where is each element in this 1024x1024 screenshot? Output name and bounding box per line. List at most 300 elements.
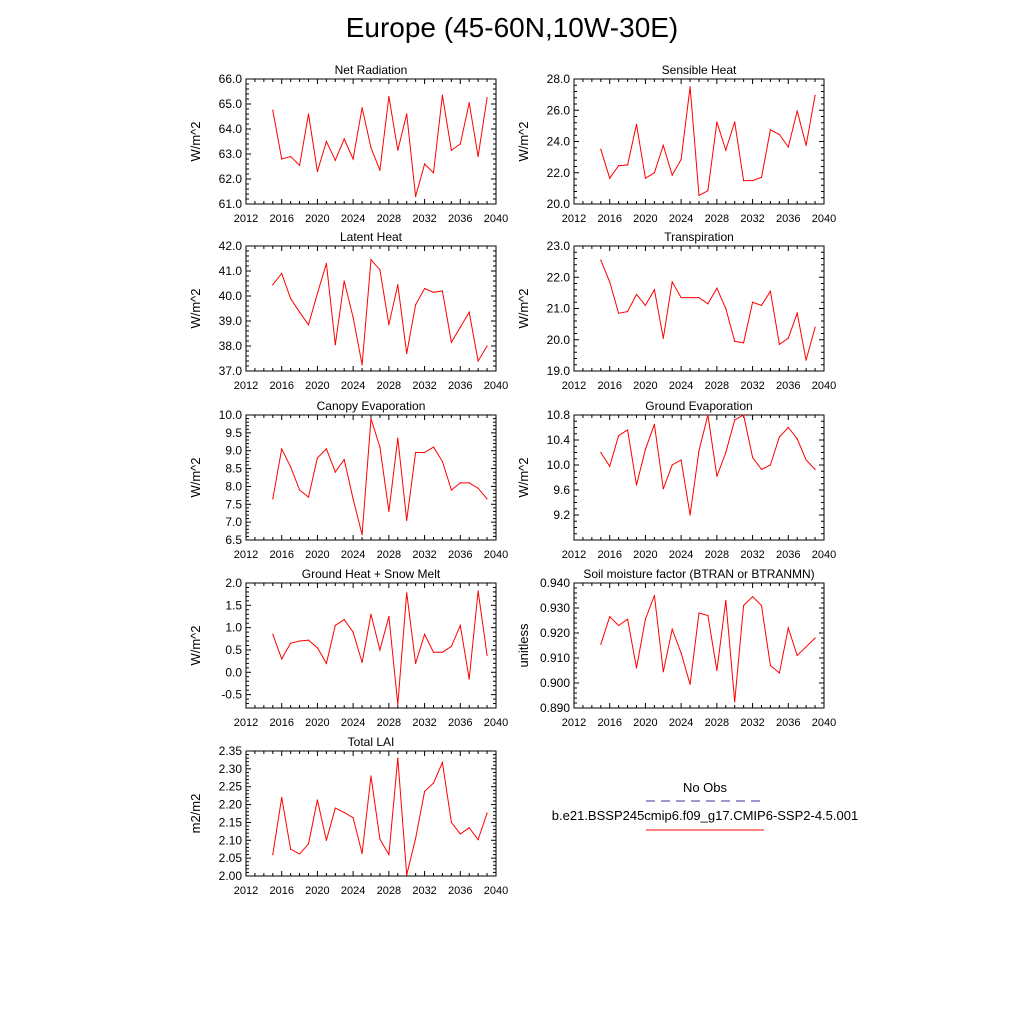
data-point [361,662,362,663]
data-point [797,438,798,439]
data-point [308,324,309,325]
data-point [272,634,273,635]
data-point [335,160,336,161]
data-point [344,280,345,281]
data-point [609,178,610,179]
data-point [424,288,425,289]
data-point [326,663,327,664]
plot-frame [246,79,496,204]
data-point [761,469,762,470]
data-point [299,165,300,166]
data-point [469,102,470,103]
x-tick-label: 2040 [811,717,837,729]
data-point [654,289,655,290]
data-point [636,124,637,125]
plot-frame [574,583,824,708]
x-tick-label: 2012 [233,717,259,729]
data-point [379,649,380,650]
data-point [361,107,362,108]
data-point [335,625,336,626]
data-point [636,294,637,295]
x-tick-label: 2040 [483,717,509,729]
x-tick-label: 2032 [412,885,437,897]
data-point [442,461,443,462]
series-line [273,260,487,365]
data-point [627,429,628,430]
chart-panel [188,399,508,561]
plot-frame [574,79,824,204]
data-point [469,482,470,483]
data-point [797,313,798,314]
x-tick-label: 2040 [811,213,837,225]
x-tick-label: 2016 [597,380,622,392]
x-tick-label: 2020 [305,380,330,392]
chart-title: Total LAI [347,735,395,749]
y-tick-label: 9.2 [553,508,570,522]
x-tick-label: 2028 [704,549,730,561]
data-point [761,605,762,606]
data-point [788,627,789,628]
data-point [424,634,425,635]
x-tick-label: 2036 [448,549,473,561]
y-tick-label: 0.890 [539,701,570,715]
data-point [433,783,434,784]
x-tick-label: 2024 [668,213,694,225]
y-tick-label: 2.10 [218,833,242,848]
y-tick-label: 0.0 [225,665,242,680]
data-point [460,625,461,626]
data-point [478,590,479,591]
data-point [725,452,726,453]
x-tick-label: 2040 [483,885,509,897]
x-tick-label: 2032 [412,213,437,225]
x-tick-label: 2012 [561,380,587,392]
data-point [707,303,708,304]
x-tick-label: 2028 [376,549,402,561]
y-tick-label: 0.900 [539,676,570,690]
plot-frame [246,583,496,708]
y-tick-label: 64.0 [218,122,242,136]
data-point [689,684,690,685]
plot-frame [246,415,496,540]
chart-title: Transpiration [664,230,734,244]
data-point [663,145,664,146]
data-point [716,670,717,671]
data-point [290,643,291,644]
data-point [344,812,345,813]
data-point [486,498,487,499]
data-point [433,172,434,173]
x-tick-label: 2040 [483,549,509,561]
data-point [442,95,443,96]
y-tick-label: 10.8 [546,408,570,422]
data-point [725,600,726,601]
data-point [397,438,398,439]
y-tick-label: 66.0 [218,72,242,86]
data-point [379,839,380,840]
data-point [469,827,470,828]
data-point [353,317,354,318]
data-point [433,447,434,448]
data-point [770,665,771,666]
data-point [645,619,646,620]
y-axis-label: W/m^2 [188,625,203,666]
data-point [326,141,327,142]
data-point [281,658,282,659]
data-point [698,297,699,298]
data-point [609,616,610,617]
y-axis-label: W/m^2 [188,288,203,329]
data-point [317,171,318,172]
x-tick-label: 2024 [668,549,694,561]
data-point [442,652,443,653]
data-point [326,840,327,841]
data-point [707,190,708,191]
x-tick-label: 2024 [340,885,366,897]
data-point [451,646,452,647]
data-point [806,145,807,146]
chart-panel [516,399,836,561]
x-tick-label: 2028 [704,380,730,392]
data-point [353,158,354,159]
data-point [618,435,619,436]
data-point [335,472,336,473]
x-tick-label: 2016 [269,549,294,561]
data-point [451,489,452,490]
series-line [601,87,815,196]
series-line [273,95,487,196]
plot-frame [574,415,824,540]
data-point [814,469,815,470]
data-point [600,452,601,453]
y-tick-label: 8.5 [225,461,242,476]
data-point [415,452,416,453]
y-tick-label: 2.35 [218,744,242,758]
x-tick-label: 2036 [776,549,801,561]
data-point [451,822,452,823]
data-point [308,497,309,498]
y-tick-label: 1.0 [225,620,242,635]
data-point [317,457,318,458]
y-tick-label: 41.0 [218,264,242,278]
x-tick-label: 2016 [269,717,294,729]
y-axis-label: W/m^2 [188,457,203,498]
y-axis-label: unitless [516,623,531,668]
y-tick-label: 0.920 [539,626,570,640]
series-line [273,419,487,535]
data-point [663,338,664,339]
data-point [353,632,354,633]
x-tick-label: 2016 [597,549,622,561]
data-point [681,159,682,160]
data-point [415,304,416,305]
data-point [433,652,434,653]
data-point [415,838,416,839]
data-point [478,360,479,361]
chart-panel [188,735,508,897]
y-tick-label: 22.0 [546,165,570,180]
x-tick-label: 2028 [376,213,402,225]
y-axis-label: m2/m2 [188,793,203,834]
series-line [273,591,487,704]
data-point [618,625,619,626]
y-tick-label: 9.0 [225,443,242,458]
x-tick-label: 2016 [269,380,294,392]
data-point [370,147,371,148]
data-point [698,450,699,451]
data-point [752,596,753,597]
data-point [370,775,371,776]
data-point [779,672,780,673]
data-point [299,489,300,490]
series-line [601,596,815,702]
data-point [353,817,354,818]
x-tick-label: 2020 [305,213,330,225]
x-tick-label: 2020 [633,213,658,225]
y-tick-label: 0.5 [225,642,242,657]
y-tick-label: 65.0 [218,97,242,111]
data-point [290,156,291,157]
x-tick-label: 2012 [561,213,587,225]
data-point [645,305,646,306]
data-point [654,424,655,425]
y-tick-label: 37.0 [218,364,242,378]
data-point [743,605,744,606]
y-tick-label: 9.6 [553,483,570,497]
x-tick-label: 2028 [376,380,402,392]
data-point [433,292,434,293]
x-tick-label: 2028 [376,885,402,897]
x-tick-label: 2028 [376,717,402,729]
data-point [654,172,655,173]
data-point [618,313,619,314]
chart-title: Canopy Evaporation [316,399,426,413]
data-point [636,667,637,668]
y-tick-label: 24.0 [546,134,570,149]
data-point [752,302,753,303]
chart-panel [188,63,508,225]
x-tick-label: 2020 [305,885,330,897]
data-point [361,364,362,365]
data-point [814,327,815,328]
data-point [636,484,637,485]
x-tick-label: 2016 [597,717,622,729]
data-point [299,640,300,641]
y-tick-label: 62.0 [218,172,242,186]
y-tick-label: 22.0 [546,270,570,285]
y-tick-label: 10.0 [218,408,242,422]
data-point [716,288,717,289]
data-point [600,149,601,150]
data-point [290,466,291,467]
x-tick-label: 2024 [340,717,366,729]
data-point [725,149,726,150]
chart-title: Soil moisture factor (BTRAN or BTRANMN) [583,567,815,581]
y-axis-label: W/m^2 [516,457,531,498]
y-tick-label: 2.20 [218,797,242,812]
x-tick-label: 2032 [740,213,765,225]
chart-title: Latent Heat [339,230,403,244]
y-tick-label: 21.0 [546,301,570,316]
y-tick-label: 2.0 [225,576,242,590]
data-point [734,121,735,122]
data-point [788,338,789,339]
x-tick-label: 2016 [269,213,294,225]
data-point [734,701,735,702]
y-tick-label: 63.0 [218,147,242,161]
data-point [290,298,291,299]
data-point [469,312,470,313]
legend [552,780,858,830]
data-point [451,150,452,151]
data-point [272,110,273,111]
data-point [397,758,398,759]
data-point [326,448,327,449]
chart-panel [516,230,836,392]
data-point [308,640,309,641]
data-point [743,342,744,343]
data-point [370,418,371,419]
data-point [460,327,461,328]
data-point [770,291,771,292]
y-tick-label: 7.5 [225,497,242,512]
data-point [743,180,744,181]
data-point [361,534,362,535]
data-point [752,180,753,181]
data-point [672,629,673,630]
y-axis-label: W/m^2 [188,121,203,162]
y-tick-label: 61.0 [218,197,242,211]
data-point [600,259,601,260]
x-tick-label: 2020 [633,380,658,392]
data-point [317,293,318,294]
data-point [272,284,273,285]
x-tick-label: 2036 [448,213,473,225]
data-point [379,170,380,171]
data-point [689,86,690,87]
x-tick-label: 2036 [776,380,801,392]
x-tick-label: 2040 [483,213,509,225]
data-point [344,619,345,620]
data-point [681,652,682,653]
y-tick-label: 1.5 [225,598,242,613]
x-tick-label: 2012 [233,213,259,225]
x-tick-label: 2020 [305,717,330,729]
y-tick-label: 42.0 [218,239,242,253]
data-point [290,849,291,850]
data-point [627,619,628,620]
data-point [406,520,407,521]
series-line [601,415,815,515]
y-tick-label: 8.0 [225,479,242,494]
data-point [698,612,699,613]
data-point [353,498,354,499]
y-tick-label: 10.0 [546,458,570,472]
y-tick-label: 20.0 [546,332,570,347]
data-point [698,195,699,196]
chart-title: Ground Heat + Snow Melt [301,567,441,581]
data-point [415,196,416,197]
data-point [788,427,789,428]
data-point [609,281,610,282]
data-point [734,341,735,342]
data-point [770,129,771,130]
y-axis-label: W/m^2 [516,288,531,329]
data-point [681,459,682,460]
data-point [317,799,318,800]
data-point [370,259,371,260]
data-point [388,96,389,97]
data-point [406,592,407,593]
data-point [379,269,380,270]
chart-panel [516,63,836,225]
data-point [779,134,780,135]
y-tick-label: 2.05 [218,851,242,866]
x-tick-label: 2012 [233,380,259,392]
data-point [707,414,708,415]
y-axis-label: W/m^2 [516,121,531,162]
chart-panel [188,567,508,729]
data-point [797,655,798,656]
data-point [326,263,327,264]
data-point [397,150,398,151]
x-tick-label: 2024 [668,380,694,392]
data-point [814,95,815,96]
data-point [770,464,771,465]
data-point [442,290,443,291]
y-tick-label: 20.0 [546,197,570,211]
plot-frame [574,246,824,371]
x-tick-label: 2012 [233,885,259,897]
x-tick-label: 2016 [269,885,294,897]
data-point [806,646,807,647]
data-point [406,353,407,354]
data-point [779,344,780,345]
data-point [478,839,479,840]
data-point [460,143,461,144]
data-point [370,614,371,615]
data-point [486,813,487,814]
data-point [272,854,273,855]
y-tick-label: 0.940 [539,576,570,590]
x-tick-label: 2024 [340,213,366,225]
data-point [716,121,717,122]
data-point [388,854,389,855]
y-tick-label: 28.0 [546,72,570,86]
x-tick-label: 2032 [740,717,765,729]
data-point [600,644,601,645]
x-tick-label: 2036 [448,717,473,729]
x-tick-label: 2032 [740,380,765,392]
data-point [663,488,664,489]
data-point [761,305,762,306]
x-tick-label: 2012 [233,549,259,561]
x-tick-label: 2016 [597,213,622,225]
data-point [716,476,717,477]
data-point [609,466,610,467]
legend-model-label: b.e21.BSSP245cmip6.f09_g17.CMIP6-SSP2-4.5.001 [551,808,859,823]
data-point [478,488,479,489]
data-point [814,637,815,638]
x-tick-label: 2036 [448,380,473,392]
y-tick-label: 26.0 [546,103,570,118]
data-point [281,273,282,274]
y-tick-label: 2.00 [218,869,242,883]
data-point [335,344,336,345]
x-tick-label: 2024 [340,380,366,392]
plot-frame [246,751,496,876]
chart-title: Ground Evaporation [645,399,753,413]
